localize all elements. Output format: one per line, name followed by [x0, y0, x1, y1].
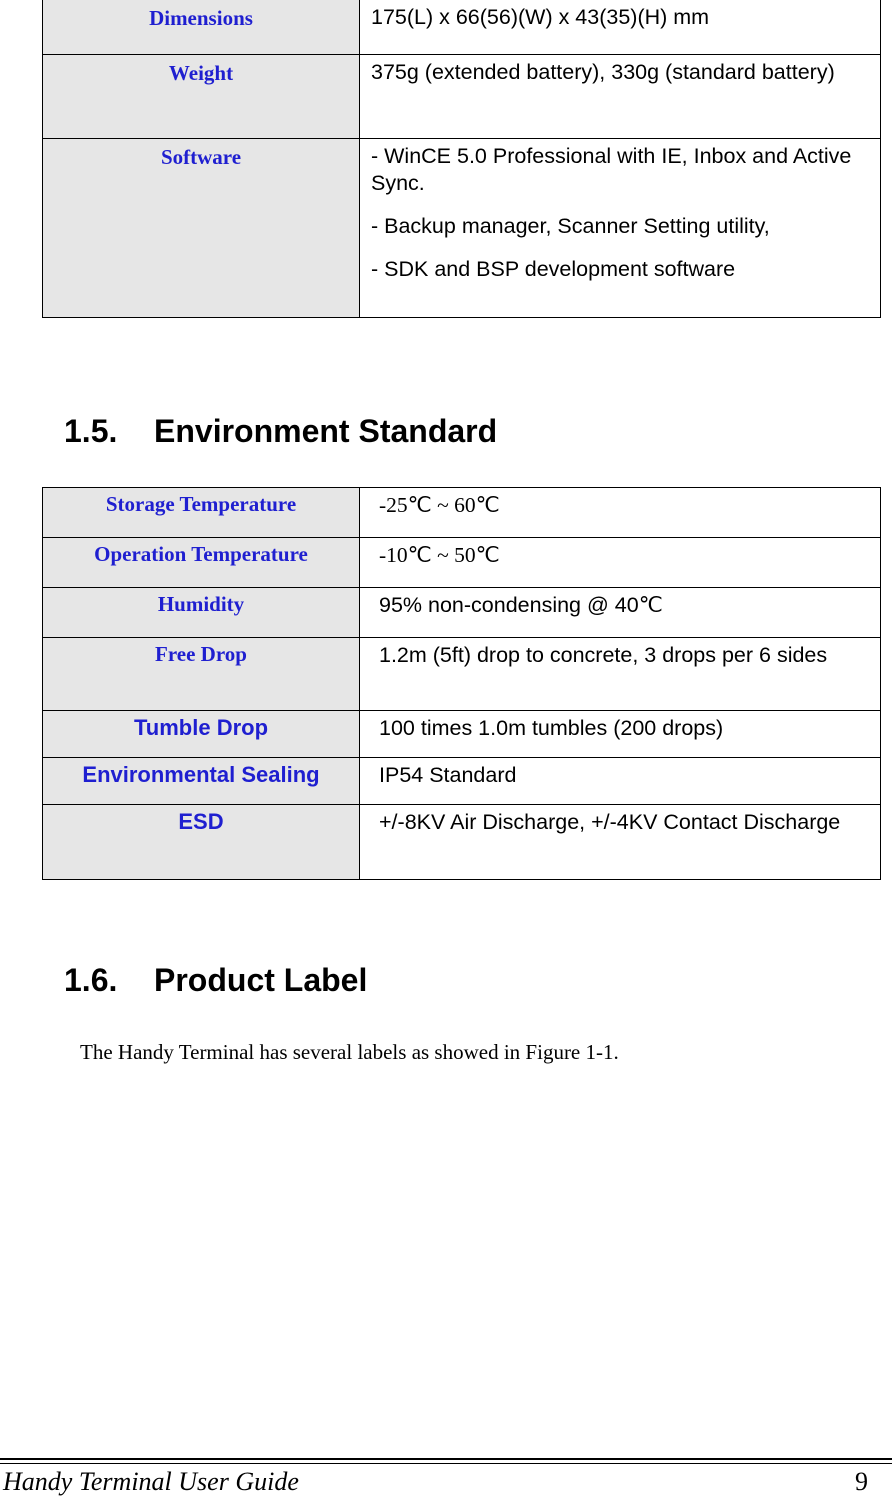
- intro-paragraph: The Handy Terminal has several labels as showed in Figure 1-1.: [80, 1040, 619, 1064]
- env-value-tumble-drop: [360, 711, 881, 758]
- table-row: [43, 588, 881, 638]
- section-heading-product-label: [64, 962, 367, 999]
- env-value-esd: [360, 805, 881, 880]
- env-value-text: 95% non-condensing @ 40℃: [379, 593, 663, 617]
- spec-value-text: - Backup manager, Scanner Setting utility,: [371, 214, 770, 238]
- spec-label-dimensions: Dimensions: [43, 0, 360, 55]
- env-label-free-drop: Free Drop: [43, 638, 360, 711]
- env-value-text: 100 times 1.0m tumbles (200 drops): [379, 716, 724, 740]
- table-row: [43, 711, 881, 758]
- env-value-environmental-sealing: [360, 758, 881, 805]
- spec-table: [42, 0, 881, 318]
- footer-divider: [0, 1463, 892, 1464]
- section-title: Product Label: [154, 962, 368, 998]
- table-row: [43, 805, 881, 880]
- table-row: [43, 638, 881, 711]
- env-value-humidity: [360, 588, 881, 638]
- env-value-storage-temperature: [360, 488, 881, 538]
- table-row: [43, 538, 881, 588]
- env-label-esd: ESD: [43, 805, 360, 880]
- footer-divider: [0, 1458, 892, 1460]
- env-value-free-drop: [360, 638, 881, 711]
- spec-value-text: 175(L) x 66(56)(W) x 43(35)(H) mm: [371, 5, 710, 29]
- section-heading-environment: [64, 413, 497, 450]
- section-title: Environment Standard: [154, 413, 498, 449]
- page-number: 9: [855, 1467, 868, 1496]
- table-row: [43, 0, 881, 55]
- env-label-environmental-sealing: Environmental Sealing: [43, 758, 360, 805]
- env-value-text: IP54 Standard: [379, 763, 517, 787]
- env-value-operation-temperature: [360, 538, 881, 588]
- spec-value-weight: [360, 55, 881, 139]
- spec-value-dimensions: [360, 0, 881, 55]
- env-label-humidity: Humidity: [43, 588, 360, 638]
- section-number: 1.5.: [64, 413, 118, 449]
- env-label-operation-temperature: Operation Temperature: [43, 538, 360, 588]
- table-row: [43, 55, 881, 139]
- table-row: [43, 758, 881, 805]
- spec-value-text: 375g (extended battery), 330g (standard battery): [371, 60, 835, 84]
- environment-table: [42, 487, 881, 880]
- env-label-tumble-drop: Tumble Drop: [43, 711, 360, 758]
- spec-label-software: Software: [43, 139, 360, 318]
- section-number: 1.6.: [64, 962, 118, 998]
- table-row: [43, 139, 881, 318]
- env-value-text: -10℃ ~ 50℃: [379, 543, 500, 567]
- env-value-text: -25℃ ~ 60℃: [379, 493, 500, 517]
- spec-label-weight: Weight: [43, 55, 360, 139]
- env-value-text: +/-8KV Air Discharge, +/-4KV Contact Discharge: [379, 810, 841, 834]
- table-row: [43, 488, 881, 538]
- spec-value-text: - SDK and BSP development software: [371, 257, 736, 281]
- spec-value-text: - WinCE 5.0 Professional with IE, Inbox and Active Sync.: [371, 144, 852, 195]
- footer-title: Handy Terminal User Guide: [3, 1467, 299, 1496]
- spec-value-software: [360, 139, 881, 318]
- env-label-storage-temperature: Storage Temperature: [43, 488, 360, 538]
- env-value-text: 1.2m (5ft) drop to concrete, 3 drops per 6 sides: [379, 643, 828, 667]
